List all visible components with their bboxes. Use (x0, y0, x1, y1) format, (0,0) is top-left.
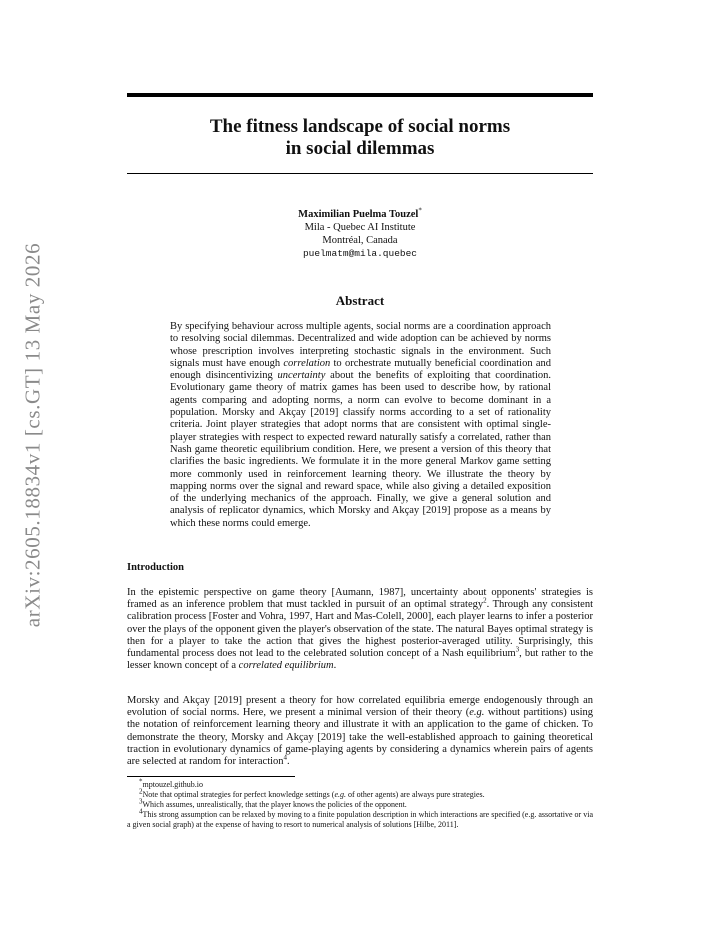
footnote-ref-4[interactable]: 4 (283, 753, 288, 762)
author-email[interactable]: puelmatm@mila.quebec (302, 248, 418, 259)
footnote-ref-3[interactable]: 3 (515, 645, 520, 654)
footnote-separator (127, 776, 295, 777)
p1-text-4: . (333, 660, 337, 672)
author-location: Montréal, Canada (322, 235, 398, 246)
footnotes (127, 777, 593, 830)
footnote-2-text-1: Note that optimal strategies for perfect knowledge settings ( (142, 790, 335, 799)
abstract-body (170, 321, 551, 530)
p2-text-2: without partitions) using the notation of reinforcement learning theory and illustrate it with an application to the game of chicken. To demonstrate the theory, Morsky and Akçay [2019] take the well-established approach to gaining theoretical traction in evolutionary dynamics of game-playing agents by considering a dynamics wherein pairs of agents are selected at random for interaction (127, 707, 593, 768)
abstract-text-1: By specifying behaviour across multiple agents, social norms are a coordination approach to resolving social dilemmas. Decentralized and wide adoption can be achieved by norms whose prescription involves interpreting stochastic signals in the environment. Such signals must have enough (170, 321, 551, 369)
title-top-rule (127, 93, 593, 97)
intro-paragraph-2 (127, 695, 593, 768)
abstract-text-3: about the benefits of exploiting that coordination. Evolutionary game theory of matrix games has been used to describe how, by rational agents comparing and adopting norms, a norm can evolve to become dominant in a population. Morsky and Akçay [2019] classify norms according to a set of rationality criteria. Joint player strategies that adopt norms that are consistent with optimal single-player strategies with respect to expected reward naturally satisfy a correlated, rather than Nash game theoretic equilibrium condition. Here, we present a version of this theory that clarifies the basic ingredients. We formulate it in the more general Markov game setting more commonly used in reinforcement learning theory. We illustrate the theory by mapping norms over the signal and reward space, while also giving a detailed exposition of the underlying mechanics of the approach. Finally, we give a general solution and analysis of replicator dynamics, which Morsky and Akçay [2019] propose as a means by which these norms could emerge. (170, 370, 551, 529)
footnote-1-mark: * (139, 777, 143, 786)
abstract-emphasis-uncertainty: uncertainty (277, 370, 326, 382)
author-name: Maximilian Puelma Touzel (298, 209, 419, 220)
title-line-1: The fitness landscape of social norms (209, 116, 511, 137)
footnote-4 (127, 807, 593, 830)
introduction-heading: Introduction (127, 562, 184, 573)
footnote-1 (127, 777, 593, 790)
footnote-2-emphasis: e.g. (334, 790, 347, 799)
footnote-3 (127, 797, 593, 810)
arxiv-identifier-stamp[interactable]: arXiv:2605.18834v1 [cs.GT] 13 May 2026 (20, 242, 45, 628)
footnote-3-mark: 3 (139, 797, 143, 806)
intro-paragraph-1 (127, 587, 593, 672)
p1-text-3: , but rather to the lesser known concept of a (127, 648, 593, 672)
p1-text-1: In the epistemic perspective on game theory [Aumann, 1987], uncertainty about opponents' strategies is framed as an inference problem that must tackled in pursuit of an optimal strategy (127, 587, 593, 611)
footnote-4-mark: 4 (139, 807, 143, 816)
footnote-ref-2[interactable]: 2 (483, 596, 487, 605)
footnote-1-link[interactable]: mptouzel.github.io (142, 780, 203, 789)
footnote-3-text: Which assumes, unrealistically, that the player knows the policies of the opponent. (142, 800, 407, 809)
title-bottom-rule (127, 173, 593, 174)
abstract-heading: Abstract (335, 293, 385, 308)
footnote-2-text-2: of other agents) are always pure strategies. (346, 790, 485, 799)
p2-emphasis-eg: e.g. (469, 707, 485, 719)
title-line-2: in social dilemmas (285, 138, 435, 159)
p1-text-2: . Through any consistent calibration process [Foster and Vohra, 1997, Hart and Mas-Colell, 2000], each player learns to infer a posterior over the plays of the opponent given the player's observation of the state. The natural Bayes optimal strategy is then for a player to take the action that gives the highest posterior-averaged utility. Surprisingly, this fundamental process does not lead to the celebrated solution concept of a Nash equilibrium (127, 599, 593, 660)
p1-emphasis-correlated-equilibrium: correlated equilibrium (238, 660, 334, 672)
paper-title (127, 116, 593, 160)
author-block (127, 208, 593, 260)
footnote-4-text: This strong assumption can be relaxed by moving to a finite population description in which interactions are specified (e.g. assortative or via a given social graph) at the expense of having to resort to numerical analysis of solutions [Hilbe, 2011]. (127, 810, 593, 829)
abstract-emphasis-correlation: correlation (283, 357, 331, 369)
footnote-2 (127, 787, 593, 800)
abstract-text-2: to orchestrate mutually beneficial coordination and enough disincentivizing (170, 357, 552, 382)
p2-text-3: . (287, 756, 290, 768)
author-affiliation: Mila - Quebec AI Institute (304, 222, 416, 233)
author-footnote-mark[interactable]: * (418, 206, 422, 215)
footnote-2-mark: 2 (139, 787, 143, 796)
p2-text-1: Morsky and Akçay [2019] present a theory for how correlated equilibria emerge endogenously through an evolution of social norms. Here, we present a minimal version of their theory ( (127, 695, 593, 719)
